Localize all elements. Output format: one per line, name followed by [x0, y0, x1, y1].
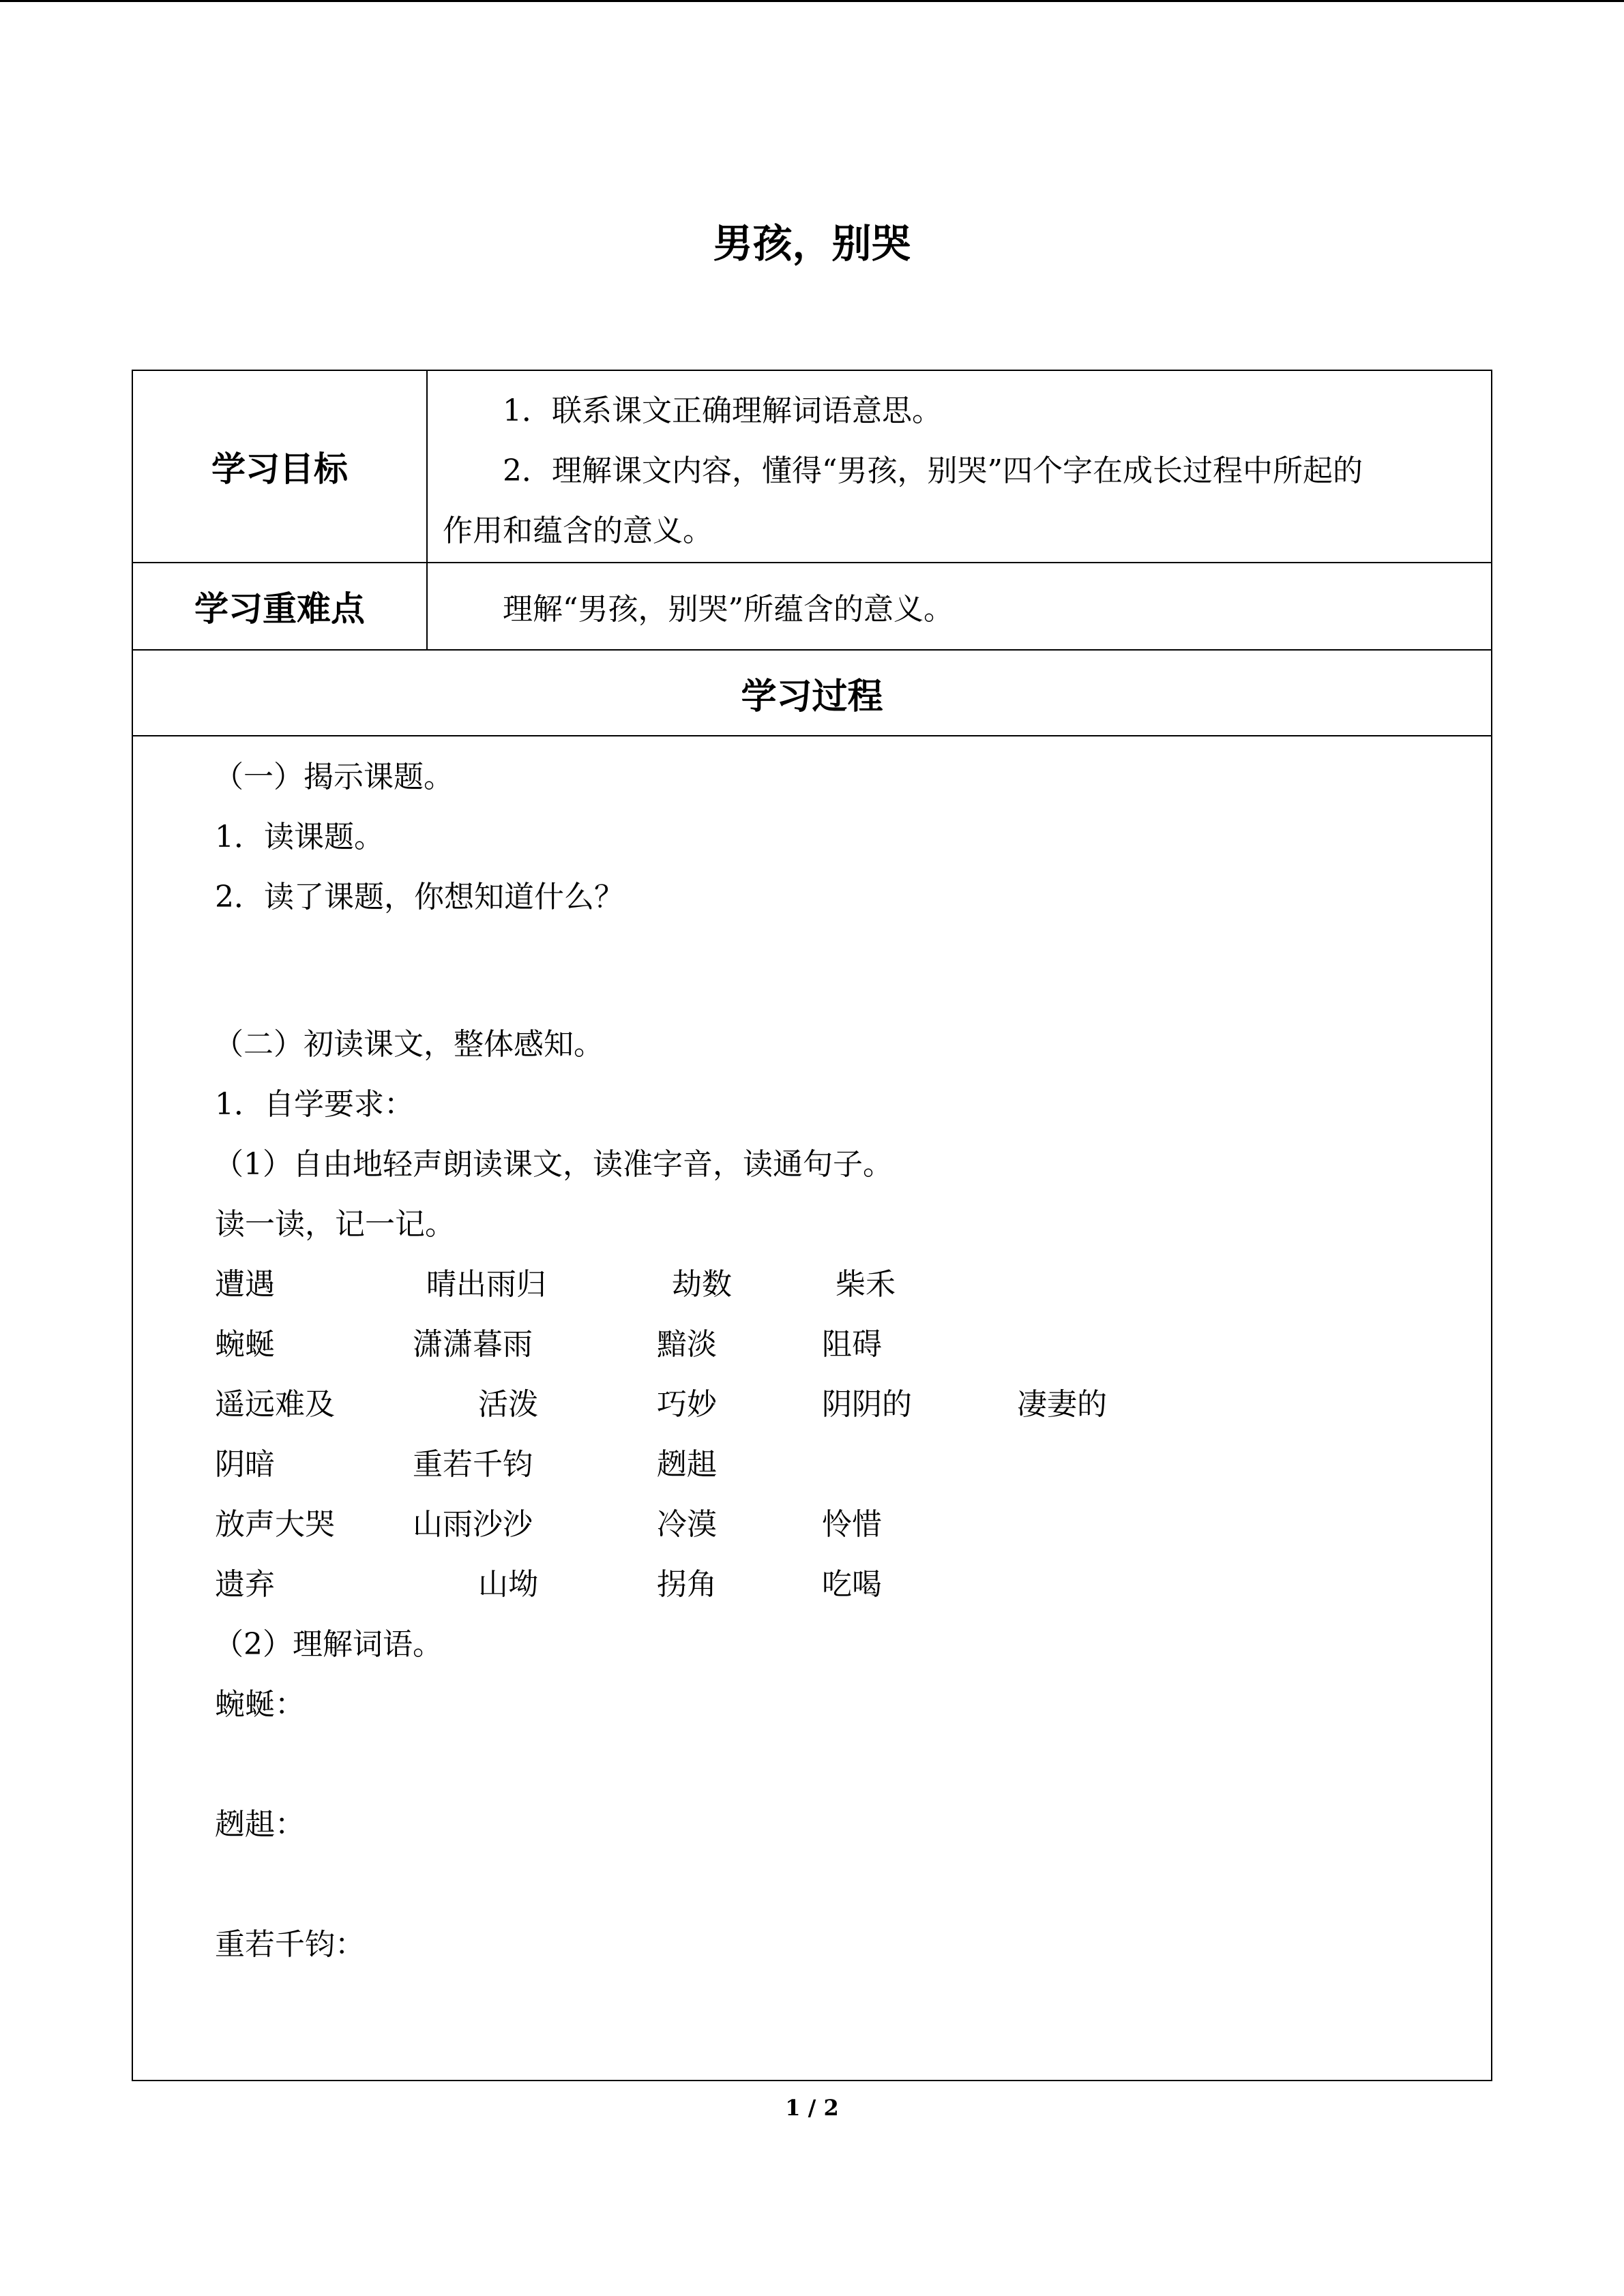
key-points-row — [132, 563, 1492, 650]
vocab-word: 趔趄 — [657, 1447, 717, 1482]
vocab-word: 晴出雨归 — [426, 1267, 546, 1302]
section1-heading: （一）揭示课题。 — [213, 760, 454, 794]
vocab-word: 阻碍 — [822, 1327, 882, 1362]
objective-1: 1．联系课文正确理解词语意思。 — [503, 393, 942, 428]
self-study-requirements: 1．自学要求： — [215, 1087, 414, 1122]
vocab-word: 阴阴的 — [822, 1387, 912, 1422]
objective-2-continued: 作用和蕴含的意义。 — [443, 513, 713, 548]
process-body — [132, 736, 1492, 2081]
vocab-word: 劫数 — [672, 1267, 732, 1302]
vocab-word: 山坳 — [478, 1567, 538, 1602]
page-top-border — [0, 0, 1624, 2]
lesson-plan-table — [132, 370, 1492, 2081]
vocab-word: 阴暗 — [215, 1447, 275, 1482]
vocab-word: 遗弃 — [215, 1567, 275, 1602]
objectives-row — [132, 370, 1492, 563]
process-body-row — [132, 736, 1492, 2081]
vocab-word: 山雨沙沙 — [413, 1507, 533, 1542]
vocab-word: 黯淡 — [657, 1327, 717, 1362]
requirement-2: （2）理解词语。 — [213, 1627, 443, 1662]
vocab-word: 怜惜 — [822, 1507, 882, 1542]
key-points-label: 学习重难点 — [132, 563, 427, 650]
term-zhongruoqianjun: 重若千钧： — [215, 1927, 365, 1962]
vocab-word: 蜿蜒 — [215, 1327, 275, 1362]
vocab-word: 拐角 — [657, 1567, 717, 1602]
term-lieqie: 趔趄： — [215, 1807, 305, 1842]
vocab-word: 活泼 — [478, 1387, 538, 1422]
term-wanyan: 蜿蜒： — [215, 1687, 305, 1722]
requirement-1: （1）自由地轻声朗读课文，读准字音，读通句子。 — [213, 1147, 893, 1182]
vocab-word: 遥远难及 — [215, 1387, 335, 1422]
vocab-word: 潇潇暮雨 — [413, 1327, 533, 1362]
vocab-word: 重若千钧 — [413, 1447, 533, 1482]
vocab-word: 巧妙 — [657, 1387, 717, 1422]
vocab-word: 柴禾 — [836, 1267, 896, 1302]
objectives-label: 学习目标 — [132, 370, 427, 563]
key-points-cell — [427, 563, 1492, 650]
read-and-remember: 读一读，记一记。 — [215, 1207, 455, 1242]
process-header-row — [132, 650, 1492, 736]
step-what-to-know: 2．读了课题，你想知道什么？ — [215, 880, 624, 914]
key-points-text: 理解“男孩，别哭”所蕴含的意义。 — [503, 592, 954, 627]
section2-heading: （二）初读课文，整体感知。 — [213, 1027, 604, 1062]
objectives-content — [427, 370, 1492, 563]
vocab-word: 放声大哭 — [215, 1507, 335, 1542]
vocab-word: 遭遇 — [215, 1267, 275, 1302]
vocab-word: 吃喝 — [822, 1567, 882, 1602]
step-read-title: 1．读课题。 — [215, 820, 384, 854]
process-header: 学习过程 — [132, 650, 1492, 736]
document-title: 男孩，别哭 — [713, 220, 911, 267]
page-number: 1 / 2 — [785, 2095, 839, 2121]
objective-2: 2．理解课文内容，懂得“男孩，别哭”四个字在成长过程中所起的 — [503, 453, 1363, 488]
vocab-word: 凄妻的 — [1017, 1387, 1107, 1422]
vocab-word: 冷漠 — [657, 1507, 717, 1542]
